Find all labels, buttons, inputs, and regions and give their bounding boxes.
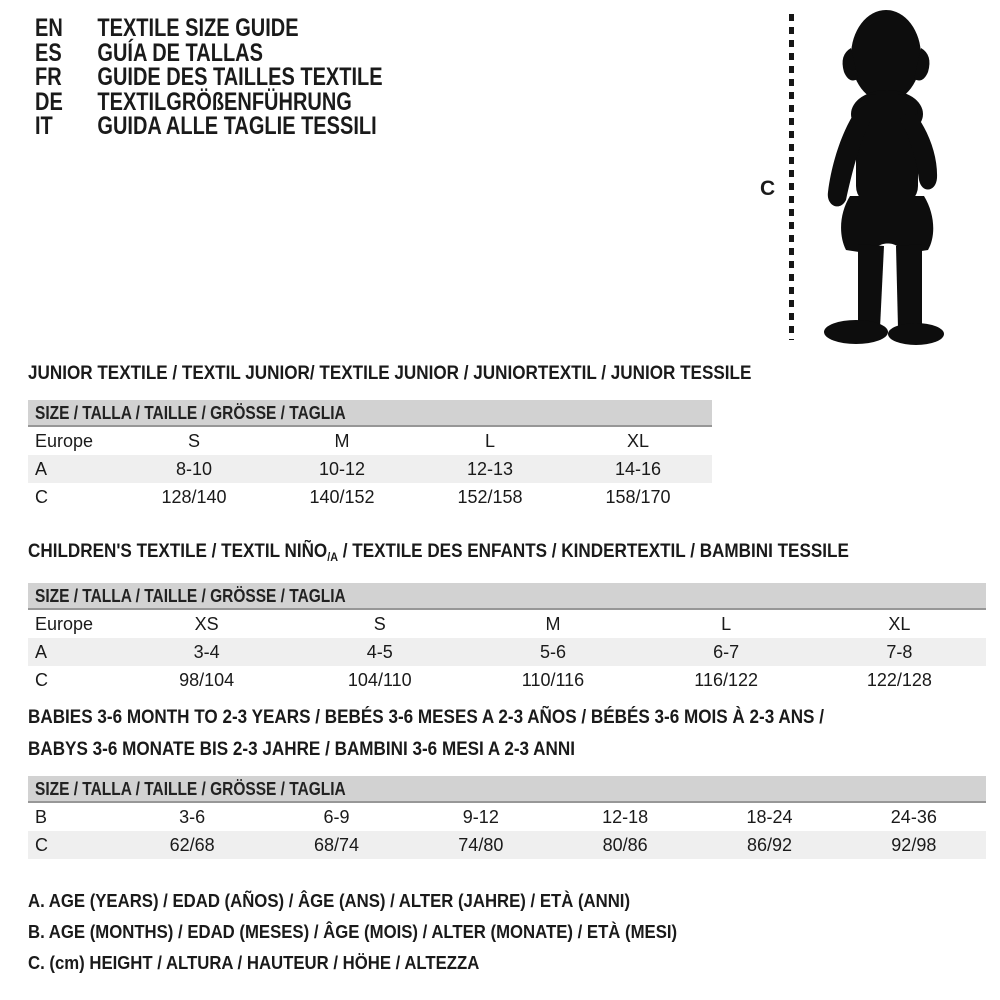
table-row <box>28 638 986 666</box>
row-label-cell: A <box>35 641 48 662</box>
size-value-cell: 152/158 <box>457 486 523 507</box>
row-label-cell: C <box>35 669 48 690</box>
size-value-cell: 74/80 <box>458 834 504 855</box>
row-label-cell: B <box>35 806 48 827</box>
language-code: ES <box>35 38 62 67</box>
size-value-cell: 3-4 <box>193 641 220 662</box>
size-table <box>28 803 986 859</box>
table-row <box>28 610 986 638</box>
note-line: A. AGE (YEARS) / EDAD (AÑOS) / ÂGE (ANS) / ALTER (JAHRE) / ETÀ (ANNI) <box>28 891 631 911</box>
size-value-cell: 24-36 <box>890 806 937 827</box>
size-header-bar <box>28 583 986 610</box>
language-code: EN <box>35 14 63 42</box>
size-header-bar <box>28 400 712 427</box>
section-title: CHILDREN'S TEXTILE / TEXTIL $NIÑO_{/A}$ / TEXTILE DES ENFANTS / KINDERTEXTIL / BAMBINI TESSILE <box>28 541 849 564</box>
size-value-cell: 68/74 <box>313 834 360 855</box>
size-value-cell: 8-10 <box>175 458 213 479</box>
size-value-cell: 122/128 <box>866 669 932 690</box>
size-value-cell: 116/122 <box>694 669 759 690</box>
size-guide-section-babies <box>28 702 986 859</box>
size-header-label: SIZE / TALLA / TAILLE / GRÖSSE / TAGLIA <box>35 779 346 799</box>
language-title: GUIDE DES TAILLES TEXTILE <box>97 63 383 91</box>
table-row <box>28 483 712 511</box>
section-title: JUNIOR TEXTILE / TEXTIL JUNIOR/ TEXTILE JUNIOR / JUNIORTEXTIL / JUNIOR TESSILE <box>28 363 752 384</box>
size-value-cell: M <box>545 613 561 634</box>
row-label-cell: C <box>35 834 48 855</box>
size-value-cell: 110/116 <box>521 669 585 690</box>
language-title: GUÍA DE TALLAS <box>97 38 263 67</box>
size-value-cell: 12-18 <box>602 806 649 827</box>
table-row <box>28 803 986 831</box>
size-table <box>28 427 712 511</box>
section-title-block <box>28 358 832 390</box>
size-value-cell: XL <box>626 430 650 451</box>
language-row <box>35 38 383 67</box>
size-header-bar <box>28 776 986 803</box>
language-row <box>35 65 383 90</box>
size-guide-section-junior <box>28 358 832 511</box>
language-code: DE <box>35 87 63 116</box>
row-label-cell: Europe <box>35 430 94 451</box>
section-title: BABIES 3-6 MONTH TO 2-3 YEARS / BEBÉS 3-6 MESES A 2-3 AÑOS / BÉBÉS 3-6 MOIS À 2-3 ANS / <box>28 707 824 728</box>
note-line: B. AGE (MONTHS) / EDAD (MESES) / ÂGE (MOIS) / ALTER (MONATE) / ETÀ (MESI) <box>28 922 678 942</box>
size-value-cell: 5-6 <box>539 641 566 662</box>
size-value-cell: 10-12 <box>318 458 366 479</box>
size-header-label: SIZE / TALLA / TAILLE / GRÖSSE / TAGLIA <box>35 586 346 606</box>
size-value-cell: 62/68 <box>169 834 215 855</box>
language-title: GUIDA ALLE TAGLIE TESSILI <box>97 112 377 140</box>
row-label-cell: C <box>35 486 48 507</box>
table-row <box>28 666 986 694</box>
language-row <box>35 87 383 116</box>
section-title-block <box>28 536 986 573</box>
language-code: FR <box>35 63 62 91</box>
size-value-cell: L <box>484 430 495 451</box>
size-value-cell: 158/170 <box>605 486 671 507</box>
language-row <box>35 16 383 41</box>
size-table <box>28 610 986 694</box>
language-title: TEXTILE SIZE GUIDE <box>97 14 299 42</box>
size-value-cell: 80/86 <box>602 834 648 855</box>
row-label-cell: A <box>35 458 48 479</box>
size-value-cell: 6-9 <box>323 806 350 827</box>
size-value-cell: XL <box>888 613 911 634</box>
size-guide-section-children <box>28 536 986 694</box>
size-value-cell: XS <box>194 613 219 634</box>
size-value-cell: 12-13 <box>466 458 514 479</box>
size-value-cell: 9-12 <box>462 806 499 827</box>
size-value-cell: 7-8 <box>886 641 913 662</box>
language-title: TEXTILGRÖßENFÜHRUNG <box>97 87 352 116</box>
size-value-cell: 4-5 <box>366 641 393 662</box>
table-row <box>28 831 986 859</box>
size-value-cell: 86/92 <box>746 834 792 855</box>
row-label-cell: Europe <box>35 613 94 634</box>
size-value-cell: 128/140 <box>161 486 227 507</box>
size-value-cell: 98/104 <box>179 669 235 690</box>
size-value-cell: 3-6 <box>179 806 206 827</box>
size-value-cell: S <box>187 430 200 451</box>
size-value-cell: 18-24 <box>746 806 793 827</box>
measurement-notes <box>28 886 677 979</box>
size-value-cell: 6-7 <box>713 641 740 662</box>
size-value-cell: S <box>373 613 386 634</box>
section-title: BABYS 3-6 MONATE BIS 2-3 JAHRE / BAMBINI 3-6 MESI A 2-3 ANNI <box>28 739 575 760</box>
baby-silhouette-icon <box>800 4 965 348</box>
note-line: C. (cm) HEIGHT / ALTURA / HAUTEUR / HÖHE / ALTEZZA <box>28 953 480 973</box>
language-row <box>35 114 383 139</box>
size-value-cell: 104/110 <box>347 669 412 690</box>
size-value-cell: M <box>334 430 350 451</box>
section-title-block <box>28 702 986 766</box>
size-header-label: SIZE / TALLA / TAILLE / GRÖSSE / TAGLIA <box>35 403 346 423</box>
height-measure-label: C <box>760 177 776 200</box>
table-row <box>28 427 712 455</box>
size-value-cell: L <box>721 613 732 634</box>
language-code: IT <box>35 112 53 140</box>
size-value-cell: 92/98 <box>891 834 937 855</box>
table-row <box>28 455 712 483</box>
size-value-cell: 14-16 <box>614 458 662 479</box>
size-value-cell: 140/152 <box>309 486 375 507</box>
height-measure-dotted-line <box>789 14 794 340</box>
language-title-block <box>35 16 383 139</box>
